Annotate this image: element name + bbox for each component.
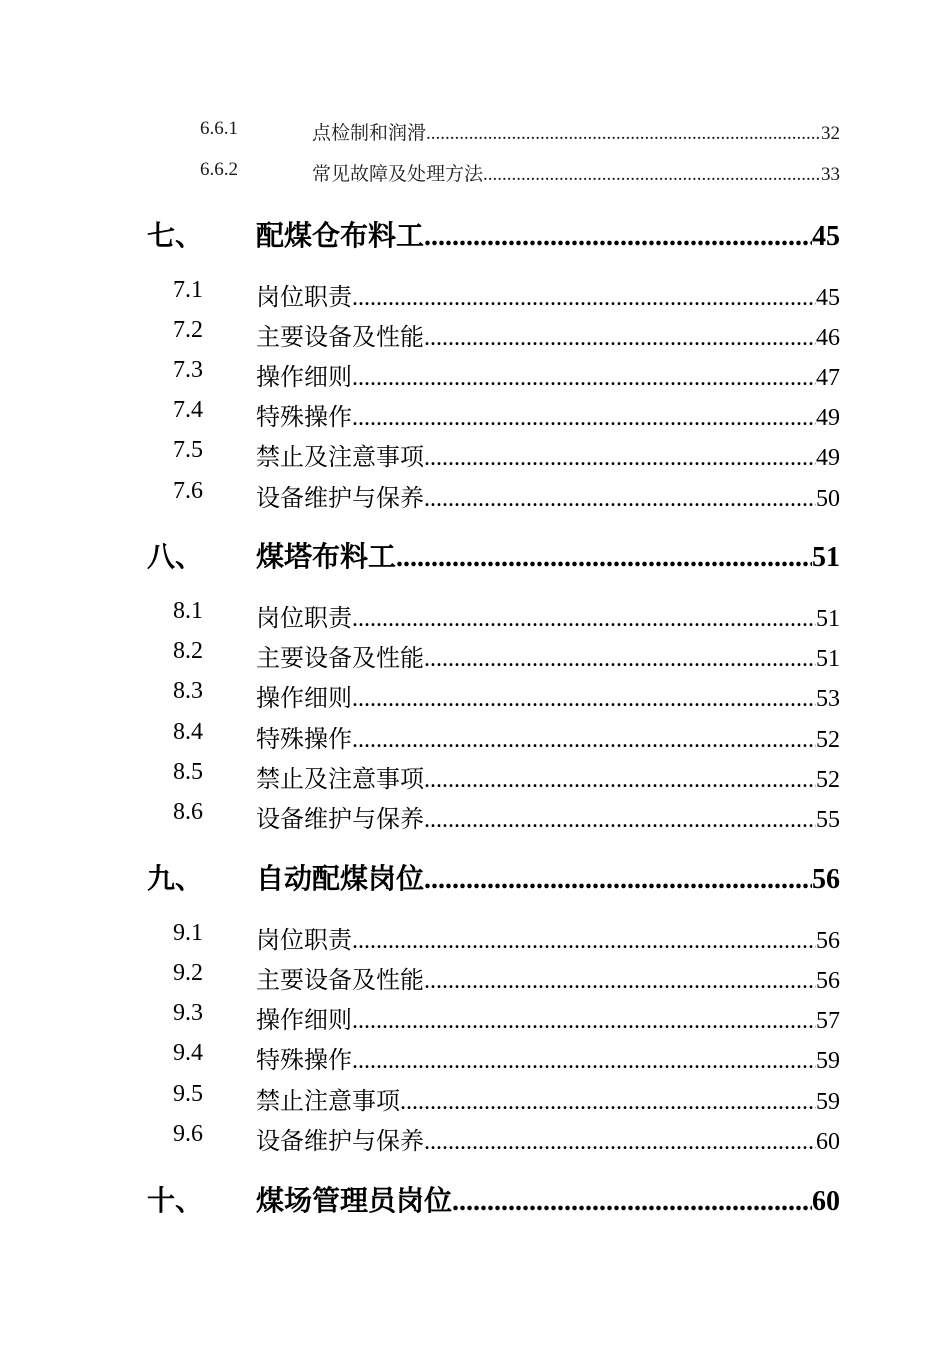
- page-number: 56: [816, 928, 840, 954]
- dot-leader: [424, 1129, 816, 1156]
- dot-leader: [424, 221, 812, 253]
- entry-number: 7.4: [173, 397, 203, 423]
- page-number: 53: [816, 686, 840, 712]
- dot-leader: [352, 405, 816, 432]
- page-number: 59: [816, 1089, 840, 1115]
- toc-entry-9-4[interactable]: [173, 1040, 840, 1075]
- chapter-title: 自动配煤岗位: [256, 864, 425, 895]
- entry-title: 设备维护与保养: [256, 1129, 424, 1155]
- entry-title: 主要设备及性能: [256, 968, 424, 994]
- dot-leader: [352, 727, 816, 754]
- entry-number: 7.1: [173, 277, 203, 303]
- page-number: 46: [816, 325, 840, 351]
- dot-leader: [352, 1048, 816, 1075]
- dot-leader: [352, 686, 816, 713]
- page-number: 50: [816, 486, 840, 512]
- dot-leader: [424, 646, 816, 673]
- entry-number: 9.6: [173, 1121, 203, 1147]
- entry-title: 操作细则: [256, 686, 352, 712]
- page-number: 52: [816, 727, 840, 753]
- entry-title: 特殊操作: [256, 1048, 352, 1074]
- toc-entry-7-5[interactable]: [173, 437, 840, 472]
- entry-title: 岗位职责: [256, 606, 352, 632]
- dot-leader: [352, 285, 816, 312]
- dot-leader: [452, 1186, 812, 1218]
- entry-number: 8.4: [173, 719, 203, 745]
- entry-title: 禁止及注意事项: [256, 445, 424, 471]
- dot-leader: [426, 123, 821, 145]
- chapter-title: 煤塔布料工: [256, 542, 397, 573]
- dot-leader: [424, 968, 816, 995]
- page-number: 56: [816, 968, 840, 994]
- toc-entry-8-3[interactable]: [173, 678, 840, 713]
- page-number: 51: [816, 606, 840, 632]
- toc-entry-6-6-2[interactable]: [200, 159, 840, 186]
- page-number: 47: [816, 365, 840, 391]
- entry-title: 主要设备及性能: [256, 646, 424, 672]
- dot-leader: [424, 325, 816, 352]
- toc-chapter-7[interactable]: [147, 214, 840, 254]
- page-number: 45: [816, 285, 840, 311]
- entry-title: 操作细则: [256, 365, 352, 391]
- entry-number: 7.2: [173, 317, 203, 343]
- toc-entry-9-3[interactable]: [173, 1000, 840, 1035]
- chapter-number: 九、: [147, 864, 204, 895]
- toc-entry-7-1[interactable]: [173, 277, 840, 312]
- toc-entry-8-4[interactable]: [173, 719, 840, 754]
- toc-entry-7-6[interactable]: [173, 478, 840, 513]
- entry-title: 点检制和润滑: [312, 123, 427, 144]
- page-number: 33: [821, 164, 840, 185]
- dot-leader: [424, 486, 816, 513]
- page-number: 51: [812, 542, 840, 573]
- toc-entry-7-2[interactable]: [173, 317, 840, 352]
- toc-entry-9-1[interactable]: [173, 920, 840, 955]
- toc-entry-9-5[interactable]: [173, 1081, 840, 1116]
- toc-chapter-8[interactable]: [147, 535, 840, 575]
- toc-entry-7-4[interactable]: [173, 397, 840, 432]
- toc-entry-6-6-1[interactable]: [200, 118, 840, 145]
- dot-leader: [400, 1089, 816, 1116]
- entry-title: 岗位职责: [256, 285, 352, 311]
- page-number: 49: [816, 445, 840, 471]
- page-number: 57: [816, 1008, 840, 1034]
- entry-number: 6.6.1: [200, 118, 238, 139]
- entry-number: 8.5: [173, 759, 203, 785]
- page-number: 60: [812, 1186, 840, 1217]
- page-number: 45: [812, 221, 840, 252]
- entry-number: 7.6: [173, 478, 203, 504]
- entry-number: 8.6: [173, 799, 203, 825]
- chapter-number: 八、: [147, 542, 204, 573]
- dot-leader: [352, 928, 816, 955]
- entry-title: 主要设备及性能: [256, 325, 424, 351]
- dot-leader: [352, 1008, 816, 1035]
- entry-title: 岗位职责: [256, 928, 352, 954]
- entry-title: 设备维护与保养: [256, 486, 424, 512]
- entry-number: 9.5: [173, 1081, 203, 1107]
- chapter-number: 十、: [147, 1186, 204, 1217]
- entry-number: 6.6.2: [200, 159, 238, 180]
- chapter-number: 七、: [147, 221, 204, 252]
- entry-number: 7.5: [173, 437, 203, 463]
- dot-leader: [352, 606, 816, 633]
- dot-leader: [352, 365, 816, 392]
- entry-title: 禁止及注意事项: [256, 767, 424, 793]
- entry-title: 特殊操作: [256, 405, 352, 431]
- entry-number: 8.1: [173, 598, 203, 624]
- dot-leader: [424, 445, 816, 472]
- page-number: 56: [812, 864, 840, 895]
- page-number: 60: [816, 1129, 840, 1155]
- toc-entry-9-2[interactable]: [173, 960, 840, 995]
- toc-entry-8-2[interactable]: [173, 638, 840, 673]
- entry-title: 禁止注意事项: [256, 1089, 400, 1115]
- page-number: 49: [816, 405, 840, 431]
- entry-title: 操作细则: [256, 1008, 352, 1034]
- entry-title: 特殊操作: [256, 727, 352, 753]
- entry-number: 9.2: [173, 960, 203, 986]
- toc-chapter-10[interactable]: [147, 1179, 840, 1219]
- dot-leader: [483, 164, 821, 186]
- page-number: 32: [821, 123, 840, 144]
- entry-title: 设备维护与保养: [256, 807, 424, 833]
- page-number: 55: [816, 807, 840, 833]
- entry-number: 8.3: [173, 678, 203, 704]
- toc-entry-9-6[interactable]: [173, 1121, 840, 1156]
- toc-entry-7-3[interactable]: [173, 357, 840, 392]
- page-number: 59: [816, 1048, 840, 1074]
- entry-number: 7.3: [173, 357, 203, 383]
- dot-leader: [396, 542, 812, 574]
- entry-number: 9.3: [173, 1000, 203, 1026]
- dot-leader: [424, 767, 816, 794]
- chapter-title: 煤场管理员岗位: [256, 1186, 453, 1217]
- entry-title: 常见故障及处理方法: [312, 164, 484, 185]
- dot-leader: [424, 864, 812, 896]
- chapter-title: 配煤仓布料工: [256, 221, 425, 252]
- page-number: 52: [816, 767, 840, 793]
- toc-entry-8-6[interactable]: [173, 799, 840, 834]
- entry-number: 9.4: [173, 1040, 203, 1066]
- entry-number: 8.2: [173, 638, 203, 664]
- toc-chapter-9[interactable]: [147, 857, 840, 897]
- entry-number: 9.1: [173, 920, 203, 946]
- page-number: 51: [816, 646, 840, 672]
- dot-leader: [424, 807, 816, 834]
- toc-entry-8-5[interactable]: [173, 759, 840, 794]
- toc-entry-8-1[interactable]: [173, 598, 840, 633]
